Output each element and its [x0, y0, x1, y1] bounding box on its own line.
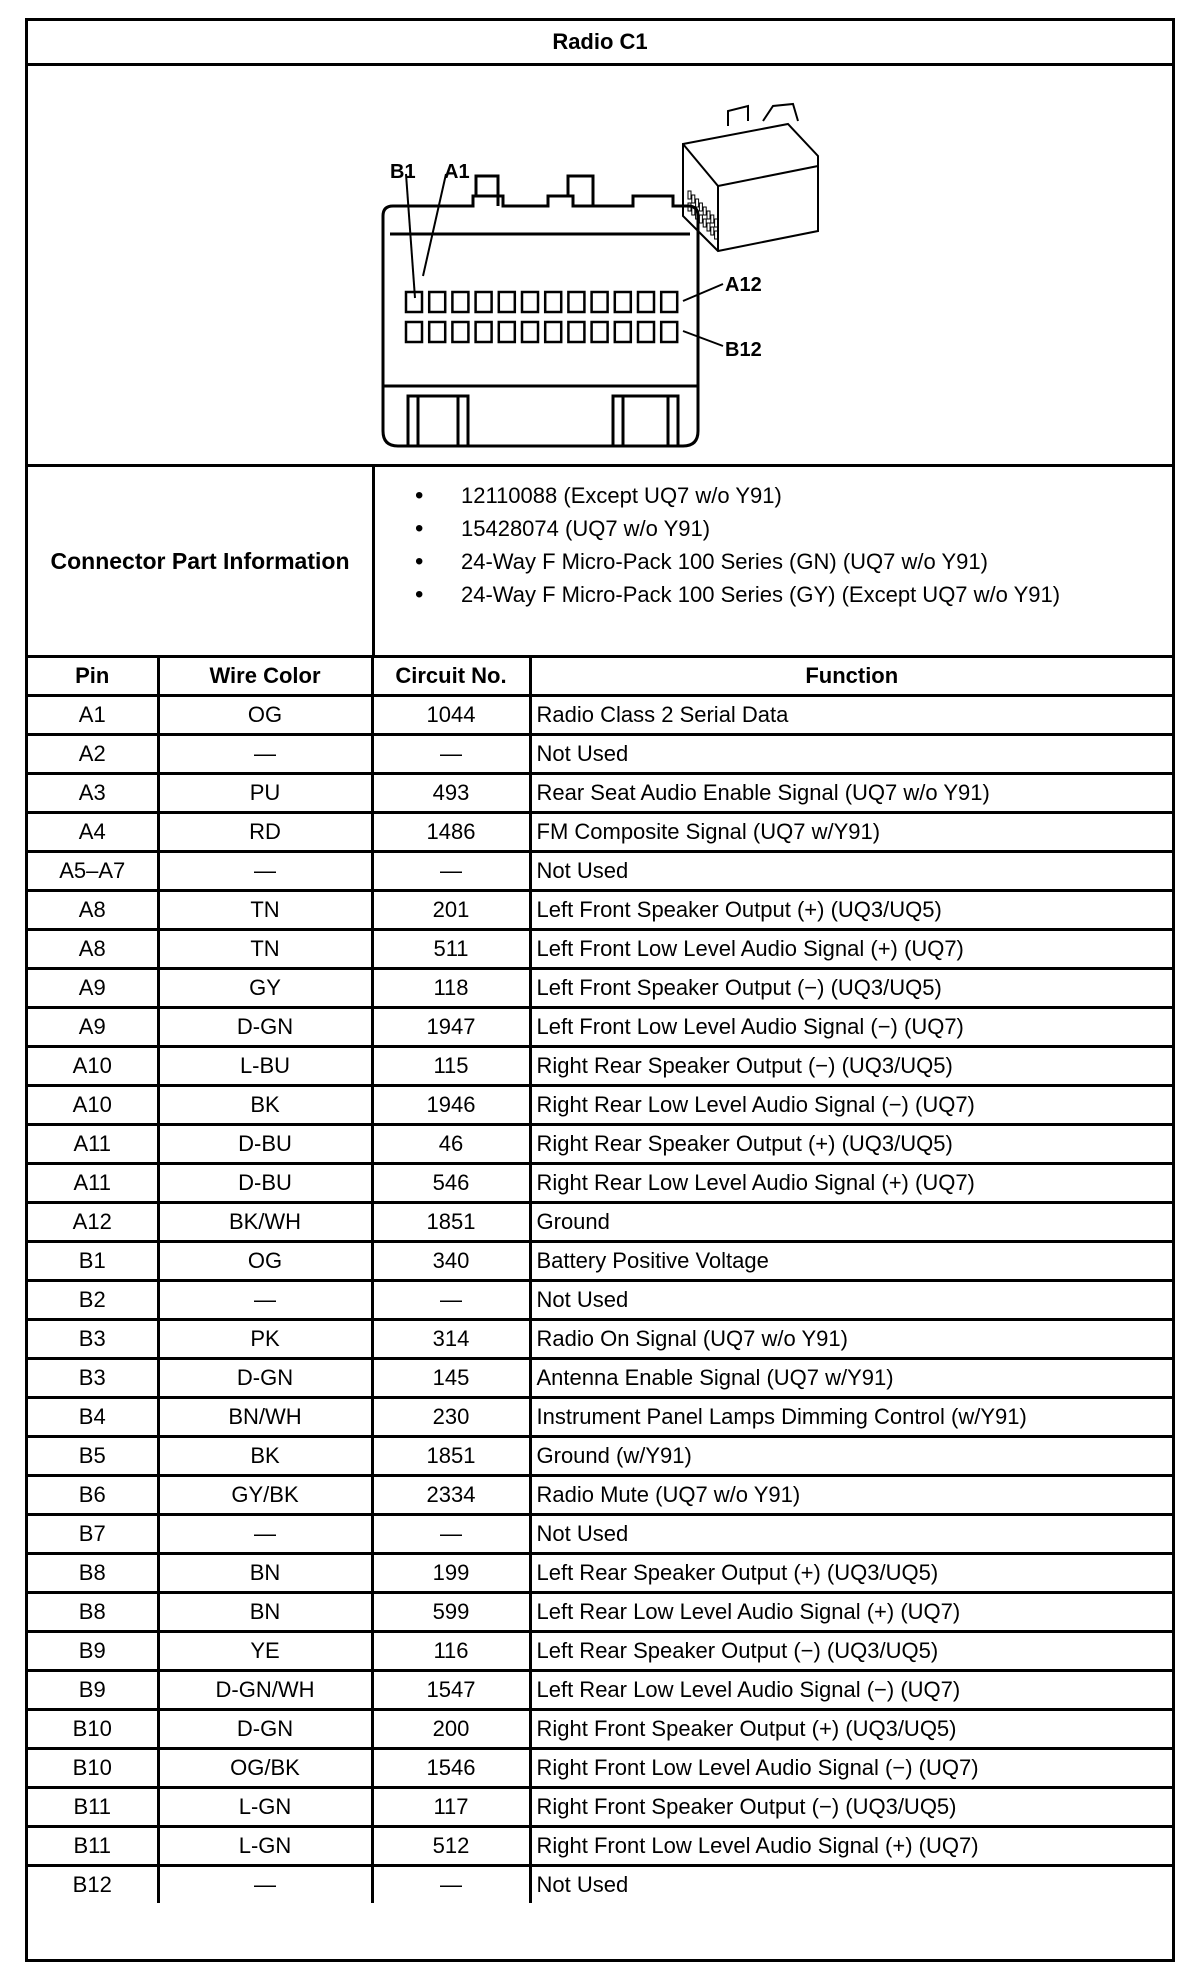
cell-circuit: 1486 [372, 813, 530, 852]
cell-wire-color: OG [158, 1242, 372, 1281]
cell-wire-color: L-BU [158, 1047, 372, 1086]
part-item: • 24-Way F Micro-Pack 100 Series (GN) (UQ7 w/o Y91) [433, 545, 1172, 578]
cell-pin: B4 [28, 1398, 158, 1437]
cell-circuit: — [372, 1281, 530, 1320]
pin-cavity [615, 322, 631, 342]
cell-circuit: 118 [372, 969, 530, 1008]
pin-cavity [592, 322, 608, 342]
pin-cavity [429, 292, 445, 312]
cell-function: Radio Class 2 Serial Data [530, 696, 1172, 735]
mini-pin [711, 215, 714, 223]
cell-wire-color: BK [158, 1437, 372, 1476]
cell-function: Not Used [530, 1866, 1172, 1904]
cell-function: Radio On Signal (UQ7 w/o Y91) [530, 1320, 1172, 1359]
cell-function: Left Rear Low Level Audio Signal (−) (UQ7) [530, 1671, 1172, 1710]
table-row [28, 1710, 1172, 1749]
table-row [28, 891, 1172, 930]
header-pin: Pin [28, 658, 158, 696]
table-row [28, 774, 1172, 813]
cell-pin: B9 [28, 1671, 158, 1710]
mini-pin [707, 223, 710, 231]
cell-pin: B9 [28, 1632, 158, 1671]
cell-wire-color: D-GN [158, 1359, 372, 1398]
cell-wire-color: GY/BK [158, 1476, 372, 1515]
mini-pin [703, 219, 706, 227]
cell-wire-color: — [158, 735, 372, 774]
table-row [28, 735, 1172, 774]
cell-function: Left Front Low Level Audio Signal (+) (UQ7) [530, 930, 1172, 969]
cell-circuit: 546 [372, 1164, 530, 1203]
cell-function: Right Front Speaker Output (−) (UQ3/UQ5) [530, 1788, 1172, 1827]
pin-cavity [661, 292, 677, 312]
cell-wire-color: — [158, 1281, 372, 1320]
table-row [28, 1125, 1172, 1164]
cell-circuit: — [372, 1515, 530, 1554]
cell-circuit: 1946 [372, 1086, 530, 1125]
table-row [28, 1788, 1172, 1827]
cell-circuit: 314 [372, 1320, 530, 1359]
cell-wire-color: L-GN [158, 1788, 372, 1827]
cell-circuit: 201 [372, 891, 530, 930]
cell-wire-color: OG [158, 696, 372, 735]
cell-circuit: 1851 [372, 1437, 530, 1476]
cell-pin: A4 [28, 813, 158, 852]
table-row [28, 1515, 1172, 1554]
cell-wire-color: OG/BK [158, 1749, 372, 1788]
cell-pin: B1 [28, 1242, 158, 1281]
header-wire-color: Wire Color [158, 658, 372, 696]
cell-wire-color: TN [158, 930, 372, 969]
cell-wire-color: BK/WH [158, 1203, 372, 1242]
cell-wire-color: D-GN/WH [158, 1671, 372, 1710]
pin-cavity [638, 322, 654, 342]
cell-function: Right Front Speaker Output (+) (UQ3/UQ5) [530, 1710, 1172, 1749]
cell-pin: A1 [28, 696, 158, 735]
cell-function: Antenna Enable Signal (UQ7 w/Y91) [530, 1359, 1172, 1398]
cell-pin: A10 [28, 1047, 158, 1086]
table-row [28, 1281, 1172, 1320]
cell-pin: B8 [28, 1593, 158, 1632]
cell-wire-color: BN [158, 1554, 372, 1593]
cell-circuit: 46 [372, 1125, 530, 1164]
table-header-row [28, 658, 1172, 696]
table-row [28, 1164, 1172, 1203]
label-b12: B12 [725, 339, 762, 361]
connector-face-drawing [28, 66, 1172, 464]
cell-pin: A8 [28, 891, 158, 930]
pin-cavity [476, 292, 492, 312]
cell-function: Right Rear Low Level Audio Signal (−) (UQ7) [530, 1086, 1172, 1125]
cell-pin: A5–A7 [28, 852, 158, 891]
pin-cavity [568, 322, 584, 342]
header-function: Function [530, 658, 1172, 696]
cell-pin: A3 [28, 774, 158, 813]
table-row [28, 813, 1172, 852]
connector-diagram [28, 66, 1172, 467]
cell-function: Instrument Panel Lamps Dimming Control (w/Y91) [530, 1398, 1172, 1437]
cell-function: Right Front Low Level Audio Signal (−) (UQ7) [530, 1749, 1172, 1788]
pin-cavity [522, 292, 538, 312]
cell-function: Battery Positive Voltage [530, 1242, 1172, 1281]
table-row [28, 852, 1172, 891]
cell-wire-color: D-BU [158, 1125, 372, 1164]
cell-circuit: 200 [372, 1710, 530, 1749]
table-row [28, 1593, 1172, 1632]
table-row [28, 1320, 1172, 1359]
cell-function: Not Used [530, 1281, 1172, 1320]
cell-circuit: 116 [372, 1632, 530, 1671]
table-row [28, 1554, 1172, 1593]
connector-info-list [375, 467, 1172, 655]
header-circuit: Circuit No. [372, 658, 530, 696]
table-row [28, 1203, 1172, 1242]
cell-function: Right Rear Speaker Output (−) (UQ3/UQ5) [530, 1047, 1172, 1086]
cell-wire-color: GY [158, 969, 372, 1008]
cell-circuit: 117 [372, 1788, 530, 1827]
mini-pin [688, 191, 691, 199]
cell-function: Ground [530, 1203, 1172, 1242]
pinout-table [28, 658, 1172, 1903]
pin-cavity [499, 322, 515, 342]
pin-cavity [406, 322, 422, 342]
table-row [28, 1866, 1172, 1904]
table-row [28, 1476, 1172, 1515]
pin-cavity [545, 292, 561, 312]
table-row [28, 1827, 1172, 1866]
cell-function: Rear Seat Audio Enable Signal (UQ7 w/o Y91) [530, 774, 1172, 813]
cell-wire-color: BK [158, 1086, 372, 1125]
mini-pin [707, 211, 710, 219]
cell-pin: A2 [28, 735, 158, 774]
cell-circuit: 340 [372, 1242, 530, 1281]
cell-function: Not Used [530, 735, 1172, 774]
cell-wire-color: TN [158, 891, 372, 930]
cell-circuit: 1547 [372, 1671, 530, 1710]
page-title: Radio C1 [28, 21, 1172, 66]
cell-wire-color: BN [158, 1593, 372, 1632]
table-row [28, 1632, 1172, 1671]
cell-wire-color: D-BU [158, 1164, 372, 1203]
connector-info-label: Connector Part Information [28, 467, 375, 655]
cell-function: Not Used [530, 1515, 1172, 1554]
table-row [28, 1437, 1172, 1476]
mini-pin [703, 207, 706, 215]
table-row [28, 1086, 1172, 1125]
pin-cavity [452, 322, 468, 342]
cell-function: Left Rear Speaker Output (+) (UQ3/UQ5) [530, 1554, 1172, 1593]
cell-circuit: 1947 [372, 1008, 530, 1047]
label-b1: B1 [390, 161, 416, 183]
mini-pin [699, 215, 702, 223]
cell-function: Right Rear Low Level Audio Signal (+) (UQ7) [530, 1164, 1172, 1203]
cell-wire-color: D-GN [158, 1710, 372, 1749]
mini-pin [715, 219, 718, 227]
cell-function: Ground (w/Y91) [530, 1437, 1172, 1476]
pin-cavity [476, 322, 492, 342]
table-row [28, 1008, 1172, 1047]
cell-pin: B10 [28, 1710, 158, 1749]
part-item: • 15428074 (UQ7 w/o Y91) [433, 512, 1172, 545]
cell-circuit: — [372, 852, 530, 891]
cell-pin: A11 [28, 1125, 158, 1164]
cell-function: Left Front Speaker Output (−) (UQ3/UQ5) [530, 969, 1172, 1008]
cell-pin: B11 [28, 1788, 158, 1827]
cell-circuit: 512 [372, 1827, 530, 1866]
cell-circuit: 199 [372, 1554, 530, 1593]
cell-circuit: — [372, 735, 530, 774]
cell-pin: B6 [28, 1476, 158, 1515]
cell-wire-color: PU [158, 774, 372, 813]
table-row [28, 696, 1172, 735]
table-row [28, 1359, 1172, 1398]
pin-cavity [499, 292, 515, 312]
cell-function: Left Front Low Level Audio Signal (−) (UQ7) [530, 1008, 1172, 1047]
cell-circuit: 1546 [372, 1749, 530, 1788]
cell-function: Radio Mute (UQ7 w/o Y91) [530, 1476, 1172, 1515]
label-a1: A1 [444, 161, 470, 183]
mini-pin [715, 231, 718, 239]
table-row [28, 1047, 1172, 1086]
cell-pin: B10 [28, 1749, 158, 1788]
cell-circuit: 1044 [372, 696, 530, 735]
cell-pin: A12 [28, 1203, 158, 1242]
cell-pin: B3 [28, 1320, 158, 1359]
table-row [28, 930, 1172, 969]
cell-wire-color: — [158, 1515, 372, 1554]
cell-circuit: 230 [372, 1398, 530, 1437]
pin-cavity [592, 292, 608, 312]
cell-circuit: 115 [372, 1047, 530, 1086]
mini-pin [711, 227, 714, 235]
cell-wire-color: — [158, 1866, 372, 1904]
cell-function: Not Used [530, 852, 1172, 891]
cell-circuit: 2334 [372, 1476, 530, 1515]
cell-wire-color: L-GN [158, 1827, 372, 1866]
part-item: • 12110088 (Except UQ7 w/o Y91) [433, 479, 1172, 512]
cell-circuit: 511 [372, 930, 530, 969]
cell-pin: B2 [28, 1281, 158, 1320]
cell-function: Left Rear Speaker Output (−) (UQ3/UQ5) [530, 1632, 1172, 1671]
cell-pin: B11 [28, 1827, 158, 1866]
pin-cavity [545, 322, 561, 342]
connector-part-info [28, 467, 1172, 658]
table-row [28, 1671, 1172, 1710]
cell-wire-color: BN/WH [158, 1398, 372, 1437]
mini-pin [696, 199, 699, 207]
cell-pin: A8 [28, 930, 158, 969]
mini-pin [699, 203, 702, 211]
cell-circuit: 145 [372, 1359, 530, 1398]
cell-wire-color: YE [158, 1632, 372, 1671]
cell-wire-color: RD [158, 813, 372, 852]
cell-pin: B7 [28, 1515, 158, 1554]
table-row [28, 1398, 1172, 1437]
cell-function: FM Composite Signal (UQ7 w/Y91) [530, 813, 1172, 852]
table-row [28, 969, 1172, 1008]
cell-function: Left Front Speaker Output (+) (UQ3/UQ5) [530, 891, 1172, 930]
mini-pin [692, 195, 695, 203]
cell-wire-color: D-GN [158, 1008, 372, 1047]
connector-sheet [25, 18, 1175, 1962]
pin-cavity [661, 322, 677, 342]
cell-wire-color: PK [158, 1320, 372, 1359]
cell-pin: A11 [28, 1164, 158, 1203]
cell-circuit: — [372, 1866, 530, 1904]
label-a12: A12 [725, 274, 762, 296]
cell-pin: A9 [28, 1008, 158, 1047]
cell-pin: A9 [28, 969, 158, 1008]
cell-pin: B12 [28, 1866, 158, 1904]
table-row [28, 1242, 1172, 1281]
cell-circuit: 599 [372, 1593, 530, 1632]
cell-pin: B8 [28, 1554, 158, 1593]
cell-pin: B3 [28, 1359, 158, 1398]
part-item: • 24-Way F Micro-Pack 100 Series (GY) (Except UQ7 w/o Y91) [433, 578, 1172, 611]
cell-pin: B5 [28, 1437, 158, 1476]
cell-circuit: 493 [372, 774, 530, 813]
cell-function: Right Rear Speaker Output (+) (UQ3/UQ5) [530, 1125, 1172, 1164]
cell-circuit: 1851 [372, 1203, 530, 1242]
cell-function: Right Front Low Level Audio Signal (+) (UQ7) [530, 1827, 1172, 1866]
pin-cavity [615, 292, 631, 312]
pin-cavity [429, 322, 445, 342]
cell-wire-color: — [158, 852, 372, 891]
pin-cavity [452, 292, 468, 312]
table-row [28, 1749, 1172, 1788]
pin-cavity [522, 322, 538, 342]
cell-function: Left Rear Low Level Audio Signal (+) (UQ7) [530, 1593, 1172, 1632]
pin-cavity [638, 292, 654, 312]
pin-cavity [568, 292, 584, 312]
cell-pin: A10 [28, 1086, 158, 1125]
